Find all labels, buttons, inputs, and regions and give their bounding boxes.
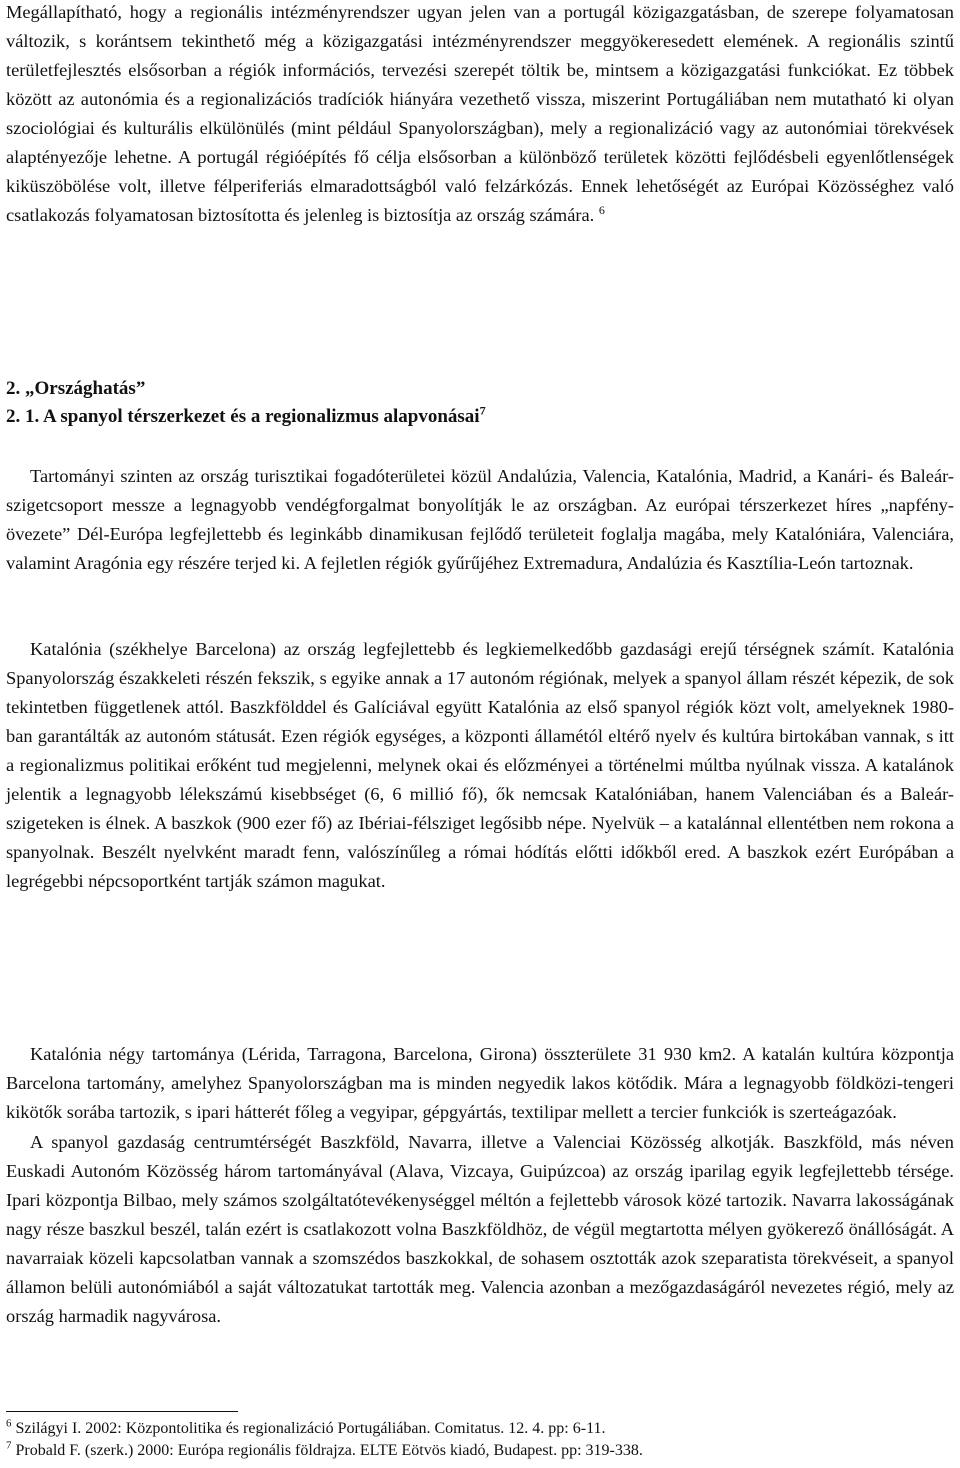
footnote-number: 7 — [6, 1439, 12, 1452]
subsection-heading-text: 2. 1. A spanyol térszerkezet és a regionalizmus alapvonásai — [6, 406, 480, 427]
footnote-ref-6[interactable]: 6 — [598, 202, 605, 217]
footnote-divider — [6, 1411, 238, 1412]
footnote-number: 6 — [6, 1417, 12, 1430]
footnote-ref-7[interactable]: 7 — [479, 403, 486, 418]
section-heading: 2. „Országhatás” — [6, 378, 146, 399]
footnote-7 — [6, 1439, 954, 1460]
paragraph-catalonia-provinces: Katalónia négy tartománya (Lérida, Tarragona, Barcelona, Girona) összterülete 31 930 km2. A katalán kultúra központja Barcelona tartomány, amelyhez Spanyolországban ma is minden negyedik lakos kötődik. Mára a legnagyobb földközi-tengeri kikötők sorába tartozik, s ipari hátterét főleg a vegyipar, gépgyártás, textilipar mellett a tercier funkciók is szerteágazóak. — [6, 1044, 954, 1122]
footnote-6 — [6, 1417, 954, 1438]
paragraph-portugal-regions — [6, 0, 954, 230]
paragraph-spanish-economy-centre: A spanyol gazdaság centrumtérségét Baszkföld, Navarra, illetve a Valenciai Közösség alkotják. Baszkföld, más néven Euskadi Autonóm Közösség három tartományával (Alava, Vizcaya, Guipúzcoa) az ország iparilag egyik legfejlettebb térsége. Ipari központja Bilbao, mely számos szolgáltatótevékenységgel méltón a fejlettebb városok közé tartozik. Navarra lakosságának nagy része baszkul beszél, talán ezért is csatlakozott volna Baszkföldhöz, de végül megtartotta mélyen gyökerező önállóságát. A navarraiak közeli kapcsolatban vannak a szomszédos baszkokkal, de sohasem osztották azok szeparatista törekvéseit, a spanyol államon belüli autonómiából a saját változatukat tartották meg. Valencia azonban a mezőgazdaságáról nevezetes régió, mely az ország harmadik nagyvárosa. — [6, 1132, 954, 1326]
paragraph-text: Megállapítható, hogy a regionális intézményrendszer ugyan jelen van a portugál közigazgatásban, de szerepe folyamatosan változik, s korántsem tekinthető még a közigazgatási intézményrendszer meggyökeresedett elemének. A regionális szintű területfejlesztés elsősorban a régiók információs, tervezési szerepét töltik be, mintsem a közigazgatási funkciókat. Ez többek között az autonómia és a regionalizációs tradíciók hiányára vezethető vissza, miszerint Portugáliában nem mutatható ki olyan szociológiai és kulturális elkülönülés (mint például Spanyolországban), mely a regionalizáció vagy az autonómiai törekvések alaptényezője lehetne. A portugál régióépítés fő célja elsősorban a különböző területek közötti fejlődésbeli egyenlőtlenségek kiküszöbölése volt, illetve félperiferiás elmaradottságból való felzárkózás. Ennek lehetőségét az Európai Közösséghez való csatlakozás folyamatosan biztosította és jelenleg is biztosítja az ország számára. — [6, 2, 954, 225]
paragraph-catalonia: Katalónia (székhelye Barcelona) az ország legfejlettebb és legkiemelkedőbb gazdasági erejű térségnek számít. Katalónia Spanyolország északkeleti részén fekszik, s egyike annak a 17 autonóm régiónak, melyek a spanyol állam részét képezik, de sok tekintetben függetlenek attól. Baszkfölddel és Galíciával együtt Katalónia az első spanyol régiók közt volt, amelyeknek 1980-ban garantálták az autonóm státusát. Ezen régiók egységes, a központi államétól eltérő nyelv és kultúra birtokában vannak, s itt a regionalizmus politikai erőként tud megjelenni, melynek okai és előzményei a történelmi múltba nyúlnak vissza. A katalánok jelentik a legnagyobb lélekszámú kisebbséget (6, 6 millió fő), ők nemcsak Katalóniában, hanem Valenciában és a Baleár-szigeteken is élnek. A baszkok (900 ezer fő) az Ibériai-félsziget legősibb népe. Nyelvük – a katalánnal ellentétben nem rokona a spanyolnak. Beszélt nyelvként maradt fenn, valószínűleg a római hódítás előtti időkből ered. A baszkok ezért Európában a legrégebbi népcsoportként tartják számon magukat. — [6, 639, 954, 891]
footnote-text: Probald F. (szerk.) 2000: Európa regionális földrajza. ELTE Eötvös kiadó, Budapest. pp: 319-338. — [15, 1442, 643, 1459]
footnote-text: Szilágyi I. 2002: Központolitika és regionalizáció Portugáliában. Comitatus. 12. 4. pp: 6-11. — [15, 1420, 606, 1437]
paragraph-tourism-regions: Tartományi szinten az ország turisztikai fogadóterületei közül Andalúzia, Valencia, Katalónia, Madrid, a Kanári- és Baleár-szigetcsoport messze a legnagyobb vendégforgalmat bonyolítják le az országban. Az európai térszerkezet híres „napfény-övezete” Dél-Európa legfejlettebb és leginkább dinamikusan fejlődő területeit foglalja magába, mely Katalóniára, Valenciára, valamint Aragónia egy részére terjed ki. A fejletlen régiók gyűrűjéhez Extremadura, Andalúzia és Kasztília-León tartoznak. — [6, 466, 954, 573]
subsection-heading — [6, 402, 486, 431]
